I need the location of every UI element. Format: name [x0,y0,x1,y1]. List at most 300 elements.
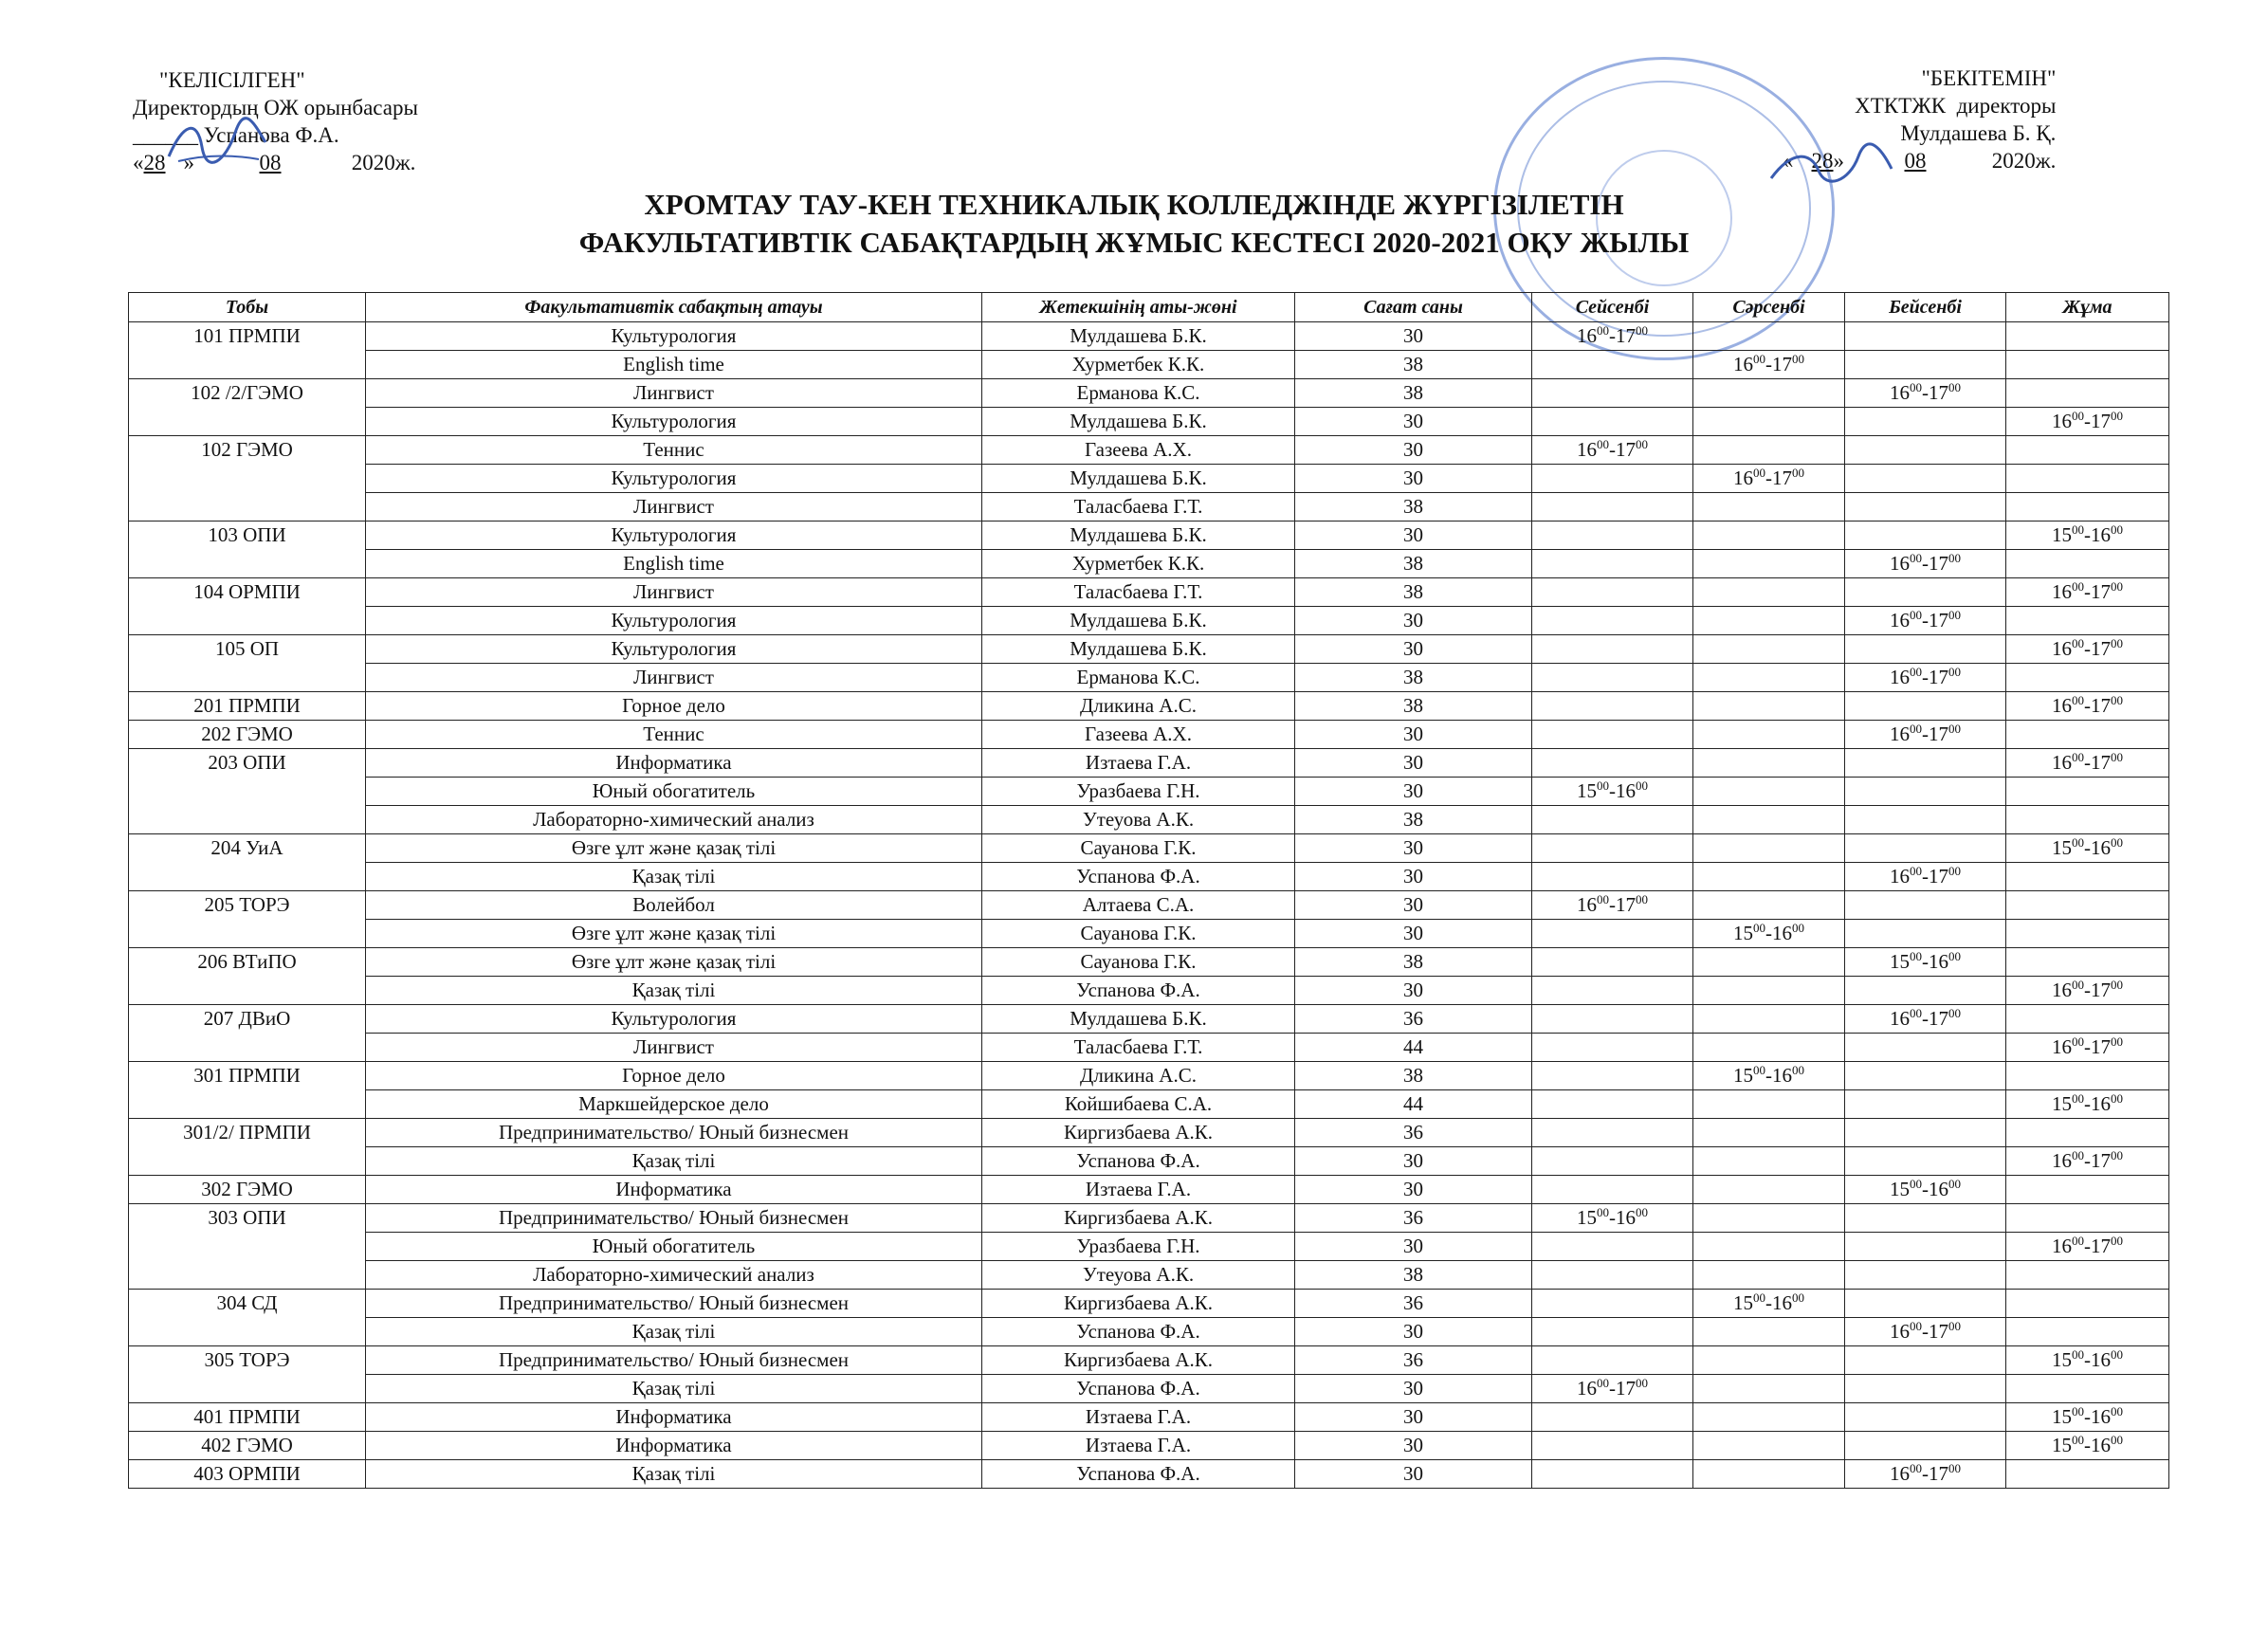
course-cell: Лингвист [366,1034,982,1062]
hours-cell: 30 [1295,436,1532,465]
hours-cell: 44 [1295,1090,1532,1119]
teacher-cell: Изтаева Г.А. [982,1403,1295,1432]
day-cell [1693,635,1845,664]
day-cell [1693,1261,1845,1290]
course-cell: Қазақ тілі [366,1375,982,1403]
date-quote-open: « [1783,149,1794,173]
teacher-cell: Сауанова Г.К. [982,834,1295,863]
day-cell [1845,920,2006,948]
day-cell [1693,578,1845,607]
hours-cell: 30 [1295,749,1532,778]
teacher-cell: Успанова Ф.А. [982,977,1295,1005]
day-cell [1845,891,2006,920]
hours-cell: 36 [1295,1346,1532,1375]
hours-cell: 38 [1295,1261,1532,1290]
day-cell [2006,351,2169,379]
date-quote-close: » [183,151,194,174]
approval-left-heading: "КЕЛІСІЛГЕН" [159,68,305,92]
table-row [129,920,2169,948]
approval-left-position: Директордың ОЖ орынбасары [133,96,418,119]
teacher-cell: Киргизбаева А.К. [982,1119,1295,1147]
day-cell [1693,863,1845,891]
course-cell: Лабораторно-химический анализ [366,806,982,834]
teacher-cell: Мулдашева Б.К. [982,1005,1295,1034]
day-cell [2006,664,2169,692]
day-cell [1845,1432,2006,1460]
time-slot: $16^{00}-17^{00}$ [2052,693,2123,717]
course-cell: Лингвист [366,379,982,408]
teacher-cell: Дликина А.С. [982,692,1295,721]
teacher-cell: Газеева А.Х. [982,721,1295,749]
course-cell: Культурология [366,1005,982,1034]
day-cell [1693,1119,1845,1147]
header-teacher: Жетекшінің аты-жөні [982,293,1295,322]
hours-cell: 44 [1295,1034,1532,1062]
day-cell [1532,977,1693,1005]
hours-cell: 38 [1295,493,1532,522]
day-cell [1845,806,2006,834]
teacher-cell: Успанова Ф.А. [982,1460,1295,1489]
day-cell [1693,436,1845,465]
course-cell: Информатика [366,1403,982,1432]
course-cell: Информатика [366,1176,982,1204]
day-cell [1693,1147,1845,1176]
hours-cell: 30 [1295,920,1532,948]
table-row [129,721,2169,749]
approval-right-name: Мулдашева Б. Қ. [1900,121,2057,145]
day-cell [1693,778,1845,806]
course-cell: Қазақ тілі [366,1460,982,1489]
day-cell [1693,379,1845,408]
day-cell [2006,1460,2169,1489]
day-cell [1693,1034,1845,1062]
day-cell [1532,1233,1693,1261]
table-row [129,1432,2169,1460]
day-cell [1693,408,1845,436]
hours-cell: 30 [1295,863,1532,891]
day-cell [1693,322,1845,351]
title-line-2: ФАКУЛЬТАТИВТІК САБАҚТАРДЫҢ ЖҰМЫС КЕСТЕСІ 2020-2021 ОҚУ ЖЫЛЫ [578,226,1690,259]
time-slot: $16^{00}-17^{00}$ [2052,1148,2123,1172]
day-cell [2006,1375,2169,1403]
time-slot: $15^{00}-16^{00}$ [1733,921,1804,944]
day-cell [1693,1176,1845,1204]
group-cell: 201 ПРМПИ [129,692,366,721]
day-cell [1845,322,2006,351]
teacher-cell: Утеуова А.К. [982,806,1295,834]
table-row [129,778,2169,806]
course-cell: Қазақ тілі [366,863,982,891]
day-cell [2006,806,2169,834]
day-cell [1693,664,1845,692]
day-cell [1845,379,2006,408]
schedule-table [128,292,2169,1489]
day-cell [1845,550,2006,578]
time-slot: $16^{00}-17^{00}$ [1890,608,1961,631]
day-cell [1532,778,1693,806]
table-row [129,1176,2169,1204]
group-cell: 402 ГЭМО [129,1432,366,1460]
table-row [129,1261,2169,1290]
day-cell [2006,721,2169,749]
hours-cell: 30 [1295,1460,1532,1489]
day-cell [1845,1062,2006,1090]
time-slot: $15^{00}-16^{00}$ [2052,1433,2123,1456]
group-cell: 301 ПРМПИ [129,1062,366,1119]
time-slot: $16^{00}-17^{00}$ [2052,1034,2123,1058]
group-cell: 207 ДВиО [129,1005,366,1062]
day-cell [2006,607,2169,635]
day-cell [1845,948,2006,977]
day-cell [1693,1204,1845,1233]
day-cell [1845,1005,2006,1034]
day-cell [1845,351,2006,379]
group-cell: 105 ОП [129,635,366,692]
course-cell: Қазақ тілі [366,977,982,1005]
course-cell: Өзге ұлт және қазақ тілі [366,948,982,977]
table-row [129,1375,2169,1403]
day-cell [1532,948,1693,977]
hours-cell: 30 [1295,607,1532,635]
group-cell: 204 УиА [129,834,366,891]
day-cell [1532,351,1693,379]
teacher-cell: Газеева А.Х. [982,436,1295,465]
day-cell [1693,920,1845,948]
day-cell [1845,1318,2006,1346]
group-cell: 303 ОПИ [129,1204,366,1290]
day-cell [1532,1204,1693,1233]
course-cell: Информатика [366,749,982,778]
day-cell [1845,408,2006,436]
day-cell [1532,920,1693,948]
group-cell: 304 СД [129,1290,366,1346]
table-row [129,1119,2169,1147]
day-cell [2006,920,2169,948]
group-cell: 305 ТОРЭ [129,1346,366,1403]
table-row [129,1005,2169,1034]
course-cell: English time [366,351,982,379]
teacher-cell: Изтаева Г.А. [982,1432,1295,1460]
day-cell [1532,522,1693,550]
day-cell [1845,1204,2006,1233]
time-slot: $15^{00}-16^{00}$ [2052,835,2123,859]
day-cell [1693,522,1845,550]
course-cell: Юный обогатитель [366,778,982,806]
day-cell [1532,1432,1693,1460]
hours-cell: 38 [1295,550,1532,578]
time-slot: $16^{00}-17^{00}$ [1890,380,1961,404]
course-cell: Предпринимательство/ Юный бизнесмен [366,1204,982,1233]
date-quote-open: « [133,151,144,174]
day-cell [1693,1090,1845,1119]
teacher-cell: Таласбаева Г.Т. [982,493,1295,522]
teacher-cell: Успанова Ф.А. [982,1318,1295,1346]
day-cell [2006,1346,2169,1375]
header-hours: Сағат саны [1295,293,1532,322]
day-cell [2006,1290,2169,1318]
hours-cell: 36 [1295,1005,1532,1034]
date-day: 28 [1811,149,1834,173]
table-row [129,1204,2169,1233]
time-slot: $15^{00}-16^{00}$ [2052,1091,2123,1115]
day-cell [1845,607,2006,635]
date-month: 08 [259,151,282,174]
teacher-cell: Ерманова К.С. [982,664,1295,692]
day-cell [2006,522,2169,550]
hours-cell: 38 [1295,664,1532,692]
day-cell [1532,322,1693,351]
day-cell [1845,778,2006,806]
teacher-cell: Таласбаева Г.Т. [982,1034,1295,1062]
day-cell [1693,465,1845,493]
day-cell [2006,1119,2169,1147]
time-slot: $15^{00}-16^{00}$ [1733,1063,1804,1087]
day-cell [1693,721,1845,749]
table-row [129,1062,2169,1090]
time-slot: $16^{00}-17^{00}$ [2052,750,2123,774]
header-group: Тобы [129,293,366,322]
table-row [129,351,2169,379]
hours-cell: 30 [1295,522,1532,550]
day-cell [1845,1346,2006,1375]
teacher-cell: Алтаева С.А. [982,891,1295,920]
header-course: Факультативтік сабақтың атауы [366,293,982,322]
group-cell: 301/2/ ПРМПИ [129,1119,366,1176]
day-cell [1532,1460,1693,1489]
group-cell: 203 ОПИ [129,749,366,834]
group-cell: 403 ОРМПИ [129,1460,366,1489]
teacher-cell: Успанова Ф.А. [982,1375,1295,1403]
time-slot: $16^{00}-17^{00}$ [1577,437,1648,461]
group-cell: 103 ОПИ [129,522,366,578]
day-cell [1693,550,1845,578]
hours-cell: 30 [1295,408,1532,436]
time-slot: $15^{00}-16^{00}$ [1577,1205,1648,1229]
group-cell: 302 ГЭМО [129,1176,366,1204]
teacher-cell: Утеуова А.К. [982,1261,1295,1290]
table-row [129,465,2169,493]
table-row [129,408,2169,436]
hours-cell: 38 [1295,351,1532,379]
teacher-cell: Изтаева Г.А. [982,749,1295,778]
hours-cell: 38 [1295,379,1532,408]
day-cell [1532,607,1693,635]
document-title [0,186,2268,262]
course-cell: Информатика [366,1432,982,1460]
time-slot: $16^{00}-17^{00}$ [1577,323,1648,347]
hours-cell: 30 [1295,322,1532,351]
table-row [129,1233,2169,1261]
day-cell [1693,1432,1845,1460]
day-cell [1532,692,1693,721]
date-day: 28 [143,151,166,174]
day-cell [1845,1460,2006,1489]
course-cell: Культурология [366,408,982,436]
table-header-row [129,293,2169,322]
teacher-cell: Киргизбаева А.К. [982,1346,1295,1375]
day-cell [2006,692,2169,721]
day-cell [2006,1403,2169,1432]
day-cell [2006,1176,2169,1204]
table-row [129,635,2169,664]
table-row [129,863,2169,891]
day-cell [1532,493,1693,522]
teacher-cell: Мулдашева Б.К. [982,322,1295,351]
table-row [129,578,2169,607]
teacher-cell: Киргизбаева А.К. [982,1290,1295,1318]
teacher-cell: Мулдашева Б.К. [982,522,1295,550]
right-signature-icon [1764,142,1896,190]
day-cell [2006,1318,2169,1346]
teacher-cell: Мулдашева Б.К. [982,635,1295,664]
hours-cell: 30 [1295,1147,1532,1176]
table-row [129,1346,2169,1375]
time-slot: $16^{00}-17^{00}$ [2052,978,2123,1001]
day-cell [2006,379,2169,408]
day-cell [1532,806,1693,834]
day-cell [1532,1034,1693,1062]
teacher-cell: Таласбаева Г.Т. [982,578,1295,607]
day-cell [1845,1090,2006,1119]
teacher-cell: Хурметбек К.К. [982,550,1295,578]
teacher-cell: Мулдашева Б.К. [982,465,1295,493]
course-cell: Предпринимательство/ Юный бизнесмен [366,1119,982,1147]
day-cell [1532,664,1693,692]
day-cell [1845,863,2006,891]
day-cell [2006,1204,2169,1233]
day-cell [2006,1432,2169,1460]
day-cell [2006,1034,2169,1062]
course-cell: Теннис [366,721,982,749]
hours-cell: 30 [1295,891,1532,920]
table-row [129,1090,2169,1119]
time-slot: $16^{00}-17^{00}$ [1890,1319,1961,1343]
day-cell [1845,578,2006,607]
day-cell [1693,891,1845,920]
day-cell [1693,977,1845,1005]
date-year: 2020ж. [351,151,416,174]
table-row [129,1460,2169,1489]
day-cell [1845,522,2006,550]
day-cell [2006,408,2169,436]
teacher-cell: Дликина А.С. [982,1062,1295,1090]
table-row [129,1318,2169,1346]
time-slot: $16^{00}-17^{00}$ [1890,1006,1961,1030]
teacher-cell: Хурметбек К.К. [982,351,1295,379]
time-slot: $15^{00}-16^{00}$ [2052,1347,2123,1371]
day-cell [2006,977,2169,1005]
day-cell [1845,1034,2006,1062]
day-cell [2006,436,2169,465]
day-cell [2006,635,2169,664]
group-cell: 205 ТОРЭ [129,891,366,948]
date-month: 08 [1904,149,1927,173]
hours-cell: 30 [1295,635,1532,664]
day-cell [2006,863,2169,891]
course-cell: Лингвист [366,664,982,692]
time-slot: $15^{00}-16^{00}$ [2052,522,2123,546]
day-cell [2006,948,2169,977]
course-cell: Лингвист [366,578,982,607]
time-slot: $15^{00}-16^{00}$ [2052,1404,2123,1428]
day-cell [1845,1375,2006,1403]
day-cell [2006,1005,2169,1034]
table-row [129,834,2169,863]
table-row [129,977,2169,1005]
time-slot: $16^{00}-17^{00}$ [1890,864,1961,888]
time-slot: $15^{00}-16^{00}$ [1890,1177,1961,1200]
day-cell [1532,635,1693,664]
day-cell [1532,1261,1693,1290]
date-quote-close: » [1833,149,1844,173]
course-cell: Культурология [366,322,982,351]
table-row [129,806,2169,834]
group-cell: 401 ПРМПИ [129,1403,366,1432]
course-cell: Лабораторно-химический анализ [366,1261,982,1290]
day-cell [1845,749,2006,778]
table-row [129,436,2169,465]
table-row [129,1290,2169,1318]
hours-cell: 30 [1295,834,1532,863]
table-row [129,749,2169,778]
day-cell [1532,1176,1693,1204]
hours-cell: 38 [1295,1062,1532,1090]
hours-cell: 30 [1295,1403,1532,1432]
day-cell [1693,834,1845,863]
day-cell [1845,1176,2006,1204]
day-cell [2006,493,2169,522]
day-cell [1845,664,2006,692]
hours-cell: 30 [1295,1375,1532,1403]
day-cell [1532,1005,1693,1034]
course-cell: Лингвист [366,493,982,522]
day-cell [2006,749,2169,778]
day-cell [1532,408,1693,436]
table-row [129,1403,2169,1432]
course-cell: Қазақ тілі [366,1147,982,1176]
table-row [129,322,2169,351]
time-slot: $16^{00}-17^{00}$ [2052,409,2123,432]
day-cell [1532,550,1693,578]
day-cell [1693,1005,1845,1034]
header-tuesday: Сейсенбі [1532,293,1693,322]
day-cell [1532,1090,1693,1119]
hours-cell: 38 [1295,692,1532,721]
course-cell: Өзге ұлт және қазақ тілі [366,834,982,863]
day-cell [1532,1147,1693,1176]
day-cell [1693,493,1845,522]
day-cell [1845,436,2006,465]
group-cell: 202 ГЭМО [129,721,366,749]
day-cell [2006,550,2169,578]
table-body [129,322,2169,1489]
hours-cell: 30 [1295,1432,1532,1460]
day-cell [2006,465,2169,493]
time-slot: $16^{00}-17^{00}$ [1890,1461,1961,1485]
day-cell [1693,1346,1845,1375]
teacher-cell: Киргизбаева А.К. [982,1204,1295,1233]
table-row [129,379,2169,408]
day-cell [1845,692,2006,721]
day-cell [1693,1290,1845,1318]
time-slot: $16^{00}-17^{00}$ [1890,551,1961,575]
day-cell [2006,891,2169,920]
day-cell [2006,1062,2169,1090]
day-cell [1845,834,2006,863]
group-cell: 104 ОРМПИ [129,578,366,635]
day-cell [2006,578,2169,607]
day-cell [1693,1233,1845,1261]
